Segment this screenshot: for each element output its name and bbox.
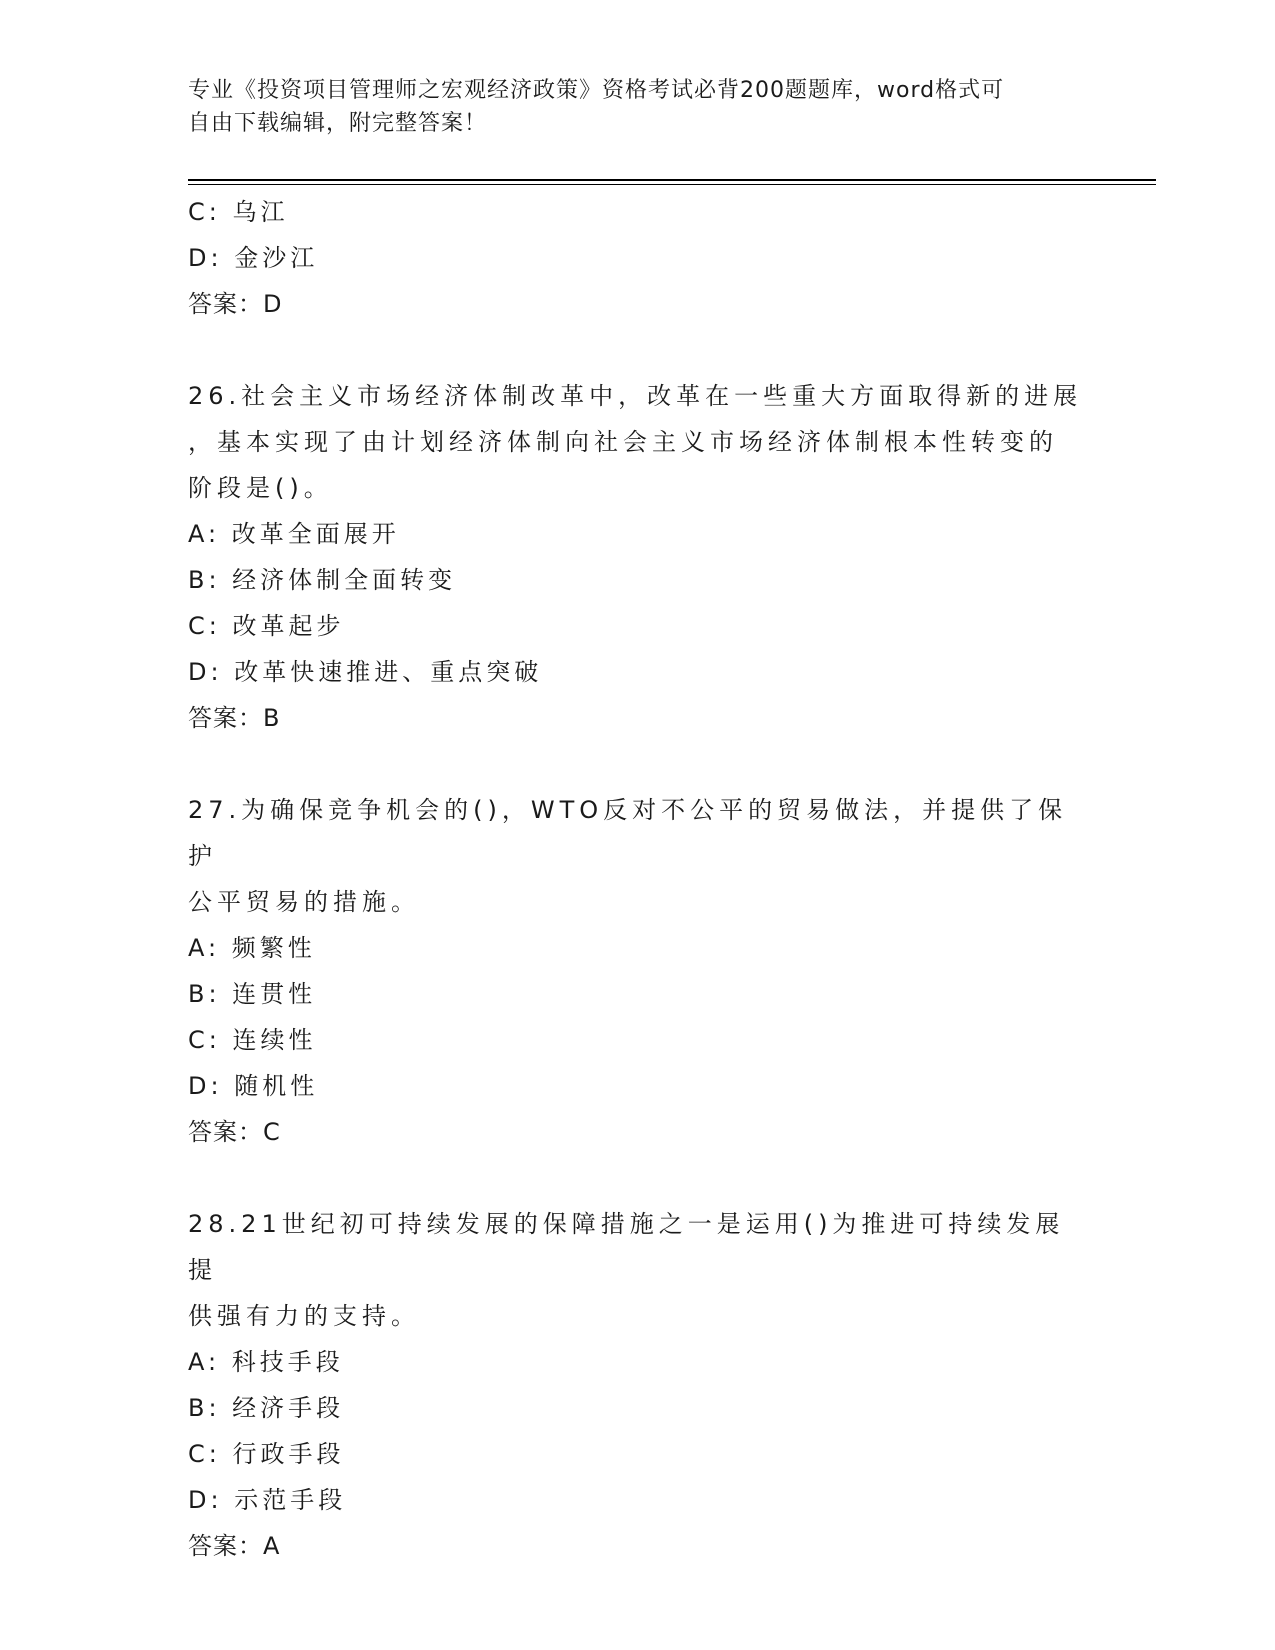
option-b: B: 连贯性 (188, 980, 317, 1008)
answer-line: 答案：D (188, 290, 283, 318)
question-26 (188, 373, 1088, 741)
option-c: C: 行政手段 (188, 1440, 345, 1468)
option-c: C: 乌江 (188, 198, 289, 226)
option-d: D: 改革快速推进、重点突破 (188, 658, 543, 686)
stem-line: 27.为确保竞争机会的()，WTO反对不公平的贸易做法，并提供了保护 (188, 796, 1068, 870)
answer-line: 答案：C (188, 1118, 281, 1146)
option-a: A: 频繁性 (188, 934, 316, 962)
option-c: C: 改革起步 (188, 612, 345, 640)
header-line-2: 自由下载编辑，附完整答案！ (188, 111, 488, 136)
stem-line: 阶段是()。 (188, 474, 333, 502)
option-b: B: 经济手段 (188, 1394, 345, 1422)
option-b: B: 经济体制全面转变 (188, 566, 457, 594)
header-divider-thick (188, 179, 1156, 181)
question-stem (188, 1201, 1088, 1339)
question-28 (188, 1201, 1088, 1569)
stem-line: 供强有力的支持。 (188, 1302, 420, 1330)
spacer (188, 327, 1088, 373)
stem-line: 28.21世纪初可持续发展的保障措施之一是运用()为推进可持续发展提 (188, 1210, 1065, 1284)
question-list (188, 189, 1088, 1569)
stem-line: ，基本实现了由计划经济体制向社会主义市场经济体制根本性转变的 (188, 428, 1058, 456)
header-line-1: 专业《投资项目管理师之宏观经济政策》资格考试必背200题题库，word格式可 (188, 78, 1005, 103)
option-c: C: 连续性 (188, 1026, 317, 1054)
question-stem (188, 787, 1088, 925)
spacer (188, 1155, 1088, 1201)
option-d: D: 随机性 (188, 1072, 319, 1100)
option-a: A: 改革全面展开 (188, 520, 400, 548)
question-27 (188, 787, 1088, 1155)
option-d: D: 金沙江 (188, 244, 319, 272)
option-d: D: 示范手段 (188, 1486, 347, 1514)
spacer (188, 741, 1088, 787)
stem-line: 公平贸易的措施。 (188, 888, 420, 916)
option-a: A: 科技手段 (188, 1348, 344, 1376)
question-25-continuation (188, 189, 1088, 327)
question-stem (188, 373, 1088, 511)
stem-line: 26.社会主义市场经济体制改革中，改革在一些重大方面取得新的进展 (188, 382, 1083, 410)
answer-line: 答案：A (188, 1532, 281, 1560)
header-divider-thin (188, 184, 1156, 185)
answer-line: 答案：B (188, 704, 281, 732)
document-header (188, 74, 1088, 140)
